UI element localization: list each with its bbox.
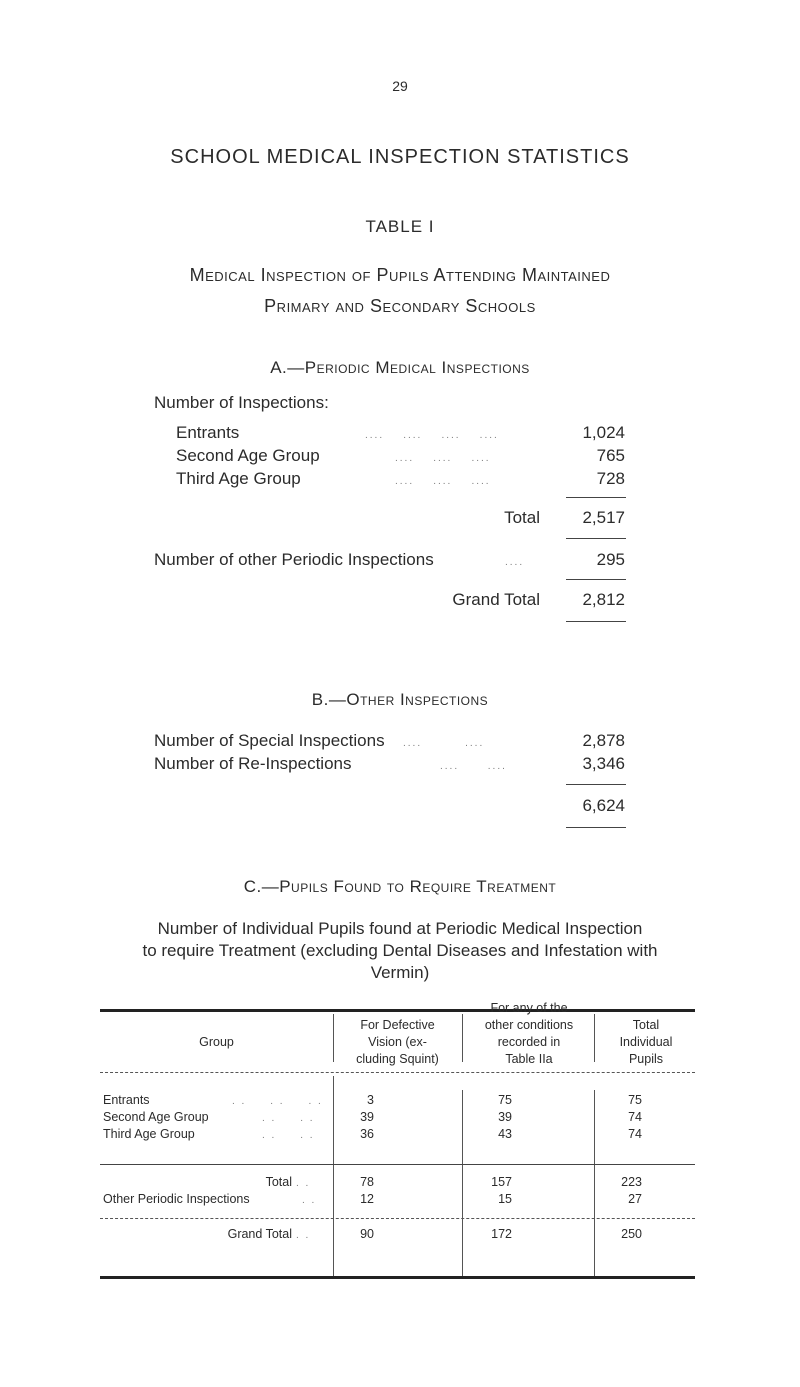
table-grand-total-row-other: 172 (491, 1227, 512, 1241)
section-c-description-line1: Number of Individual Pupils found at Periodic Medical Inspection (157, 919, 643, 938)
header-total-line: Total (632, 1018, 660, 1032)
grand-total-bottom-rule (566, 621, 626, 622)
header-other-conditions (464, 1000, 594, 1068)
table-subtitle-line2: Primary and Secondary Schools (264, 296, 536, 316)
grand-total-label: Grand Total (452, 590, 540, 609)
header-group: Group (199, 1035, 234, 1049)
table-total-row-vision: 78 (360, 1175, 374, 1189)
entrants-value: 1,024 (582, 423, 625, 442)
section-b-heading: B.—Other Inspections (311, 690, 489, 709)
third-age-group-label: Third Age Group (176, 469, 301, 488)
other-total-bottom-rule (566, 827, 626, 828)
other-total-top-rule (566, 784, 626, 785)
header-other-conditions-line: Table IIa (505, 1052, 553, 1066)
subtotal-rule (566, 497, 626, 498)
table-total-row-other: 157 (491, 1175, 512, 1189)
leader-dots: . . . . (262, 1130, 315, 1141)
section-c-description-line2: to require Treatment (excluding Dental Diseases and Infestation with (142, 941, 658, 960)
leader-dots: .... .... .... (395, 476, 491, 487)
leader-dots: . . (302, 1195, 317, 1206)
re-inspections-label: Number of Re-Inspections (154, 754, 352, 773)
leader-dots: . . (296, 1178, 311, 1189)
header-other-conditions-line: For any of the (490, 1001, 568, 1015)
other-periodic-inspections-value: 295 (596, 550, 625, 569)
section-c-description-line3: Vermin) (370, 963, 430, 982)
total-rule (566, 538, 626, 539)
column-divider (462, 1014, 463, 1062)
header-defective-vision-line: For Defective (360, 1018, 435, 1032)
table-row-entrants-vision: 3 (367, 1093, 374, 1107)
header-total-individual-pupils (596, 1017, 696, 1068)
header-other-conditions-line: recorded in (497, 1035, 561, 1049)
leader-dots: .... .... .... (395, 453, 491, 464)
table-row-entrants-other: 75 (498, 1093, 512, 1107)
table-other-periodic-row-vision: 12 (360, 1192, 374, 1206)
table-top-rule (100, 1009, 695, 1012)
table-row-third-age-group: Third Age Group (103, 1127, 195, 1141)
leader-dots: .... .... .... .... (365, 430, 499, 441)
third-age-group-value: 728 (596, 469, 625, 488)
special-inspections-label: Number of Special Inspections (154, 731, 385, 750)
number-of-inspections-label: Number of Inspections: (154, 393, 329, 412)
leader-dots: . . . . . . (232, 1096, 323, 1107)
table-grand-total-row-vision: 90 (360, 1227, 374, 1241)
table-row-second-age-other: 39 (498, 1110, 512, 1124)
grand-total-value: 2,812 (582, 590, 625, 609)
row-divider (100, 1164, 695, 1165)
header-other-conditions-line: other conditions (484, 1018, 574, 1032)
table-label: TABLE I (365, 217, 435, 236)
total-label: Total (504, 508, 540, 527)
section-a-heading: A.—Periodic Medical Inspections (270, 358, 530, 377)
column-divider (594, 1014, 595, 1062)
table-row-third-age-total: 74 (628, 1127, 642, 1141)
table-bottom-rule (100, 1276, 695, 1279)
page-number: 29 (392, 78, 408, 94)
table-subtitle-line1: Medical Inspection of Pupils Attending Maintained (189, 265, 611, 285)
table-row-third-age-other: 43 (498, 1127, 512, 1141)
table-row-second-age-group: Second Age Group (103, 1110, 209, 1124)
table-row-entrants-group: Entrants (103, 1093, 150, 1107)
leader-dots: . . (296, 1230, 311, 1241)
header-total-line: Individual (619, 1035, 673, 1049)
table-total-row-label: Total (265, 1175, 292, 1189)
re-inspections-value: 3,346 (582, 754, 625, 773)
header-rule (100, 1072, 695, 1073)
table-grand-total-row-total: 250 (621, 1227, 642, 1241)
table-other-periodic-row-label: Other Periodic Inspections (103, 1192, 250, 1206)
table-other-periodic-row-total: 27 (628, 1192, 642, 1206)
header-defective-vision-line: cluding Squint) (356, 1052, 439, 1066)
header-defective-vision (335, 1017, 460, 1068)
other-inspections-total: 6,624 (582, 796, 625, 815)
grand-total-top-rule (566, 579, 626, 580)
leader-dots: .... .... (440, 761, 507, 772)
table-grand-total-row-label: Grand Total (227, 1227, 292, 1241)
page-title: SCHOOL MEDICAL INSPECTION STATISTICS (170, 146, 630, 168)
leader-dots: .... .... (403, 738, 485, 749)
header-defective-vision-line: Vision (ex- (368, 1035, 427, 1049)
leader-dots: .... (505, 557, 525, 568)
table-row-second-age-vision: 39 (360, 1110, 374, 1124)
column-divider (333, 1014, 334, 1062)
entrants-label: Entrants (176, 423, 240, 442)
second-age-group-label: Second Age Group (176, 446, 320, 465)
special-inspections-value: 2,878 (582, 731, 625, 750)
section-c-heading: C.—Pupils Found to Require Treatment (243, 877, 557, 896)
total-value: 2,517 (582, 508, 625, 527)
table-row-third-age-vision: 36 (360, 1127, 374, 1141)
table-row-second-age-total: 74 (628, 1110, 642, 1124)
row-divider (100, 1218, 695, 1219)
leader-dots: . . . . (262, 1113, 315, 1124)
table-row-entrants-total: 75 (628, 1093, 642, 1107)
table-total-row-total: 223 (621, 1175, 642, 1189)
second-age-group-value: 765 (596, 446, 625, 465)
header-total-line: Pupils (628, 1052, 664, 1066)
table-other-periodic-row-other: 15 (498, 1192, 512, 1206)
other-periodic-inspections-label: Number of other Periodic Inspections (154, 550, 434, 569)
